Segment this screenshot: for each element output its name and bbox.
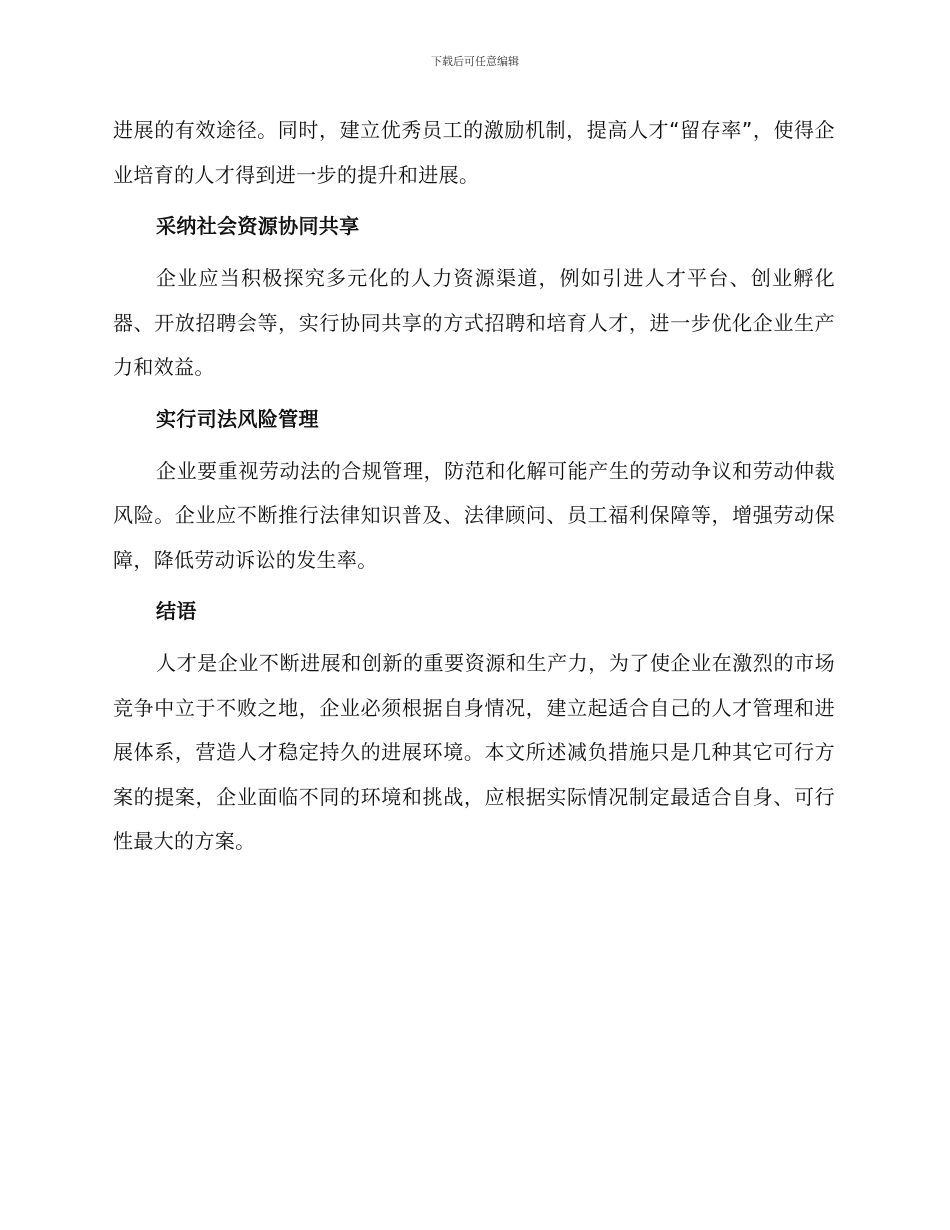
section-heading: 采纳社会资源协同共享 — [156, 214, 360, 238]
section-heading: 实行司法风险管理 — [156, 406, 319, 431]
section-paragraph: 人才是企业不断进展和创新的重要资源和生产力，为了使企业在激烈的市场竞争中立于不败之地，企业必须根据自身情况，建立起适合自己的人才管理和进展体系，营造人才稳定持久的进展环境。本文所述减负措施只是几种其它可行方案的提案，企业面临不同的环境和挑战，应根据实际情况制定最适合自身、可行性最大的方案。 — [113, 651, 835, 853]
section-paragraph: 企业要重视劳动法的合规管理，防范和化解可能产生的劳动争议和劳动仲裁风险。企业应不断推行法律知识普及、法律顾问、员工福利保障等，增强劳动保障，降低劳动诉讼的发生率。 — [113, 458, 835, 572]
section-heading: 结语 — [156, 599, 197, 623]
document-body — [113, 108, 835, 864]
intro-paragraph: 进展的有效途径。同时，建立优秀员工的激励机制，提高人才“留存率”，使得企业培育的人才得到进一步的提升和进展。 — [113, 118, 835, 187]
page-header: 下载后可任意编辑 — [431, 55, 519, 68]
section-paragraph: 企业应当积极探究多元化的人力资源渠道，例如引进人才平台、创业孵化器、开放招聘会等，实行协同共享的方式招聘和培育人才，进一步优化企业生产力和效益。 — [113, 266, 835, 379]
